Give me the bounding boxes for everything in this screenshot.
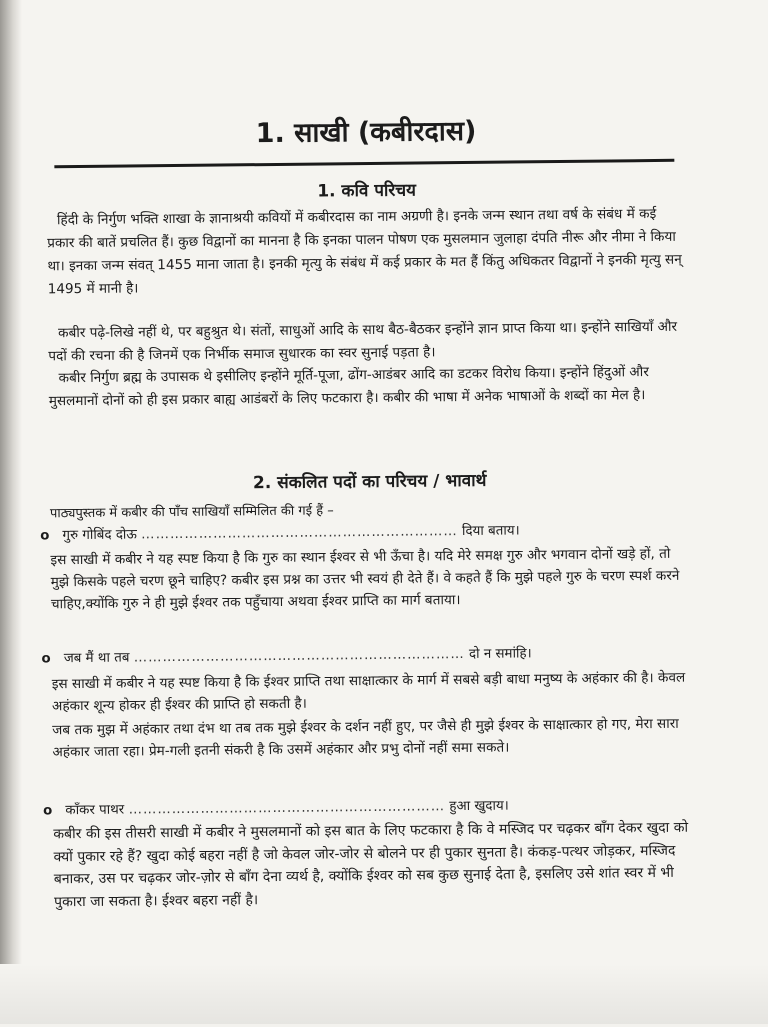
sakhi-1-explanation: इस साखी में कबीर ने यह स्पष्ट किया है कि गुरु का स्थान ईश्वर से भी ऊँचा है। यदि मेरे समक्ष गुरु और भगवान दोनों खड़े हों, तो मुझे किसके पहले चरण छूने चाहिए? कबीर इस प्रश्न का उत्तर भी स्वयं ही देते हैं। वे कहते हैं कि मुझे पहले गुरु के चरण स्पर्श करने चाहिए,क्योंकि गुरु ने ही मुझे ईश्वर तक पहुँचाया अथवा ईश्वर प्राप्ति का मार्ग बताया।: [50, 545, 680, 613]
title-underline: [54, 159, 674, 168]
sakhi-3-explanation: कबीर की इस तीसरी साखी में कबीर ने मुसलमानों को इस बात के लिए फटकारा है कि वे मस्जिद पर चढ़कर बाँग देकर खुदा को क्यों पुकार रहे हैं? खुदा कोई बहरा नहीं है जो केवल जोर-जोर से बोलने पर ही पुकार सुनता है। कंकड़-पत्थर जोड़कर, मस्जिद बनाकर, उस पर चढ़कर जोर-ज़ोर से बाँग देना व्यर्थ है, क्योंकि ईश्वर को सब कुछ सुनाई देता है, इसलिए उसे शांत स्वर में भी पुकारा जा सकता है। ईश्वर बहरा नहीं है।: [53, 819, 689, 910]
bullet-icon: o: [40, 528, 50, 544]
paragraph-poet-intro-2: कबीर पढ़े-लिखे नहीं थे, पर बहुश्रुत थे। संतों, साधुओं आदि के साथ बैठ-बैठकर इन्होंने ज्ञान प्राप्त किया था। इन्होंने साखियाँ और पदों की रचना की है जिनमें एक निर्भीक समाज सुधारक का स्वर सुनाई पड़ता है।: [48, 318, 678, 365]
sakhi-1-dots: …………………………………………………………: [141, 524, 458, 543]
sakhi-2-explanation-2: जब तक मुझ में अहंकार तथा दंभ था तब तक मुझे ईश्वर के दर्शन नहीं हुए, पर जैसे ही मुझे ईश्वर के साक्षात्कार हो गए, मेरा सारा अहंकार जाता रहा। प्रेम-गली इतनी संकरी है कि उसमें अहंकार और प्रभु दोनों नहीं समा सकते।: [52, 715, 679, 761]
sakhi-2-start: जब मैं था तब: [63, 650, 130, 667]
page-content: [40, 0, 696, 1027]
sakhi-1-end: दिया बताय।: [461, 523, 520, 540]
sakhi-2-line: [41, 642, 691, 671]
sakhi-3-start: काँकर पाथर: [65, 802, 125, 819]
sakhi-3-dots: …………………………………………………………: [128, 799, 446, 818]
paragraph-poet-intro-3: कबीर निर्गुण ब्रह्म के उपासक थे इसीलिए इन्होंने मूर्ति-पूजा, ढोंग-आडंबर आदि का डटकर विरोध किया। इन्होंने हिंदुओं और मुसलमानों दोनों को ही इस प्रकार बाह्य आडंबरों के लिए फटकारा है। कबीर की भाषा में अनेक भाषाओं के शब्दों का मेल है।: [48, 364, 649, 410]
paragraph-poet-intro-1: हिंदी के निर्गुण भक्ति शाखा के ज्ञानाश्रयी कवियों में कबीरदास का नाम अग्रणी है। इनके जन्म स्थान तथा वर्ष के संबंध में कई प्रकार की बातें प्रचलित हैं। कुछ विद्वानों का मानना है कि इनका पालन पोषण एक मुसलमान जुलाहा दंपति नीरू और नीमा ने किया था। इनका जन्म संवत् 1455 माना जाता है। इनकी मृत्यु के संबंध में कई प्रकार के मत हैं किंतु अधिकतर विद्वानों ने इनकी मृत्यु सन् 1495 में मानी है।: [47, 205, 682, 298]
section-heading-poems: 2. संकलित पदों का परिचय / भावार्थ: [252, 470, 487, 494]
poems-intro: पाठ्यपुस्तक में कबीर की पाँच साखियाँ सम्मिलित की गई हैं –: [49, 503, 334, 522]
sakhi-2-end: दो न समांहि।: [468, 646, 532, 662]
section-heading-poet-intro: 1. कवि परिचय: [317, 180, 417, 202]
bullet-icon: o: [41, 651, 51, 667]
sakhi-3-end: हुआ खुदाय।: [449, 798, 509, 815]
sakhi-2-dots: ……………………………………………………………: [133, 647, 465, 666]
sakhi-1-start: गुरु गोबिंद दोऊ: [62, 527, 137, 544]
page-binding-shadow: [0, 0, 22, 1024]
sakhi-2-explanation-1: इस साखी में कबीर ने यह स्पष्ट किया है कि ईश्वर प्राप्ति तथा साक्षात्कार के मार्ग में सबसे बड़ी बाधा मनुष्य के अहंकार की है। केवल अहंकार शून्य होकर ही ईश्वर की प्राप्ति हो सकती है।: [51, 669, 686, 715]
bullet-icon: o: [43, 803, 53, 819]
chapter-title: 1. साखी (कबीरदास): [255, 115, 477, 150]
